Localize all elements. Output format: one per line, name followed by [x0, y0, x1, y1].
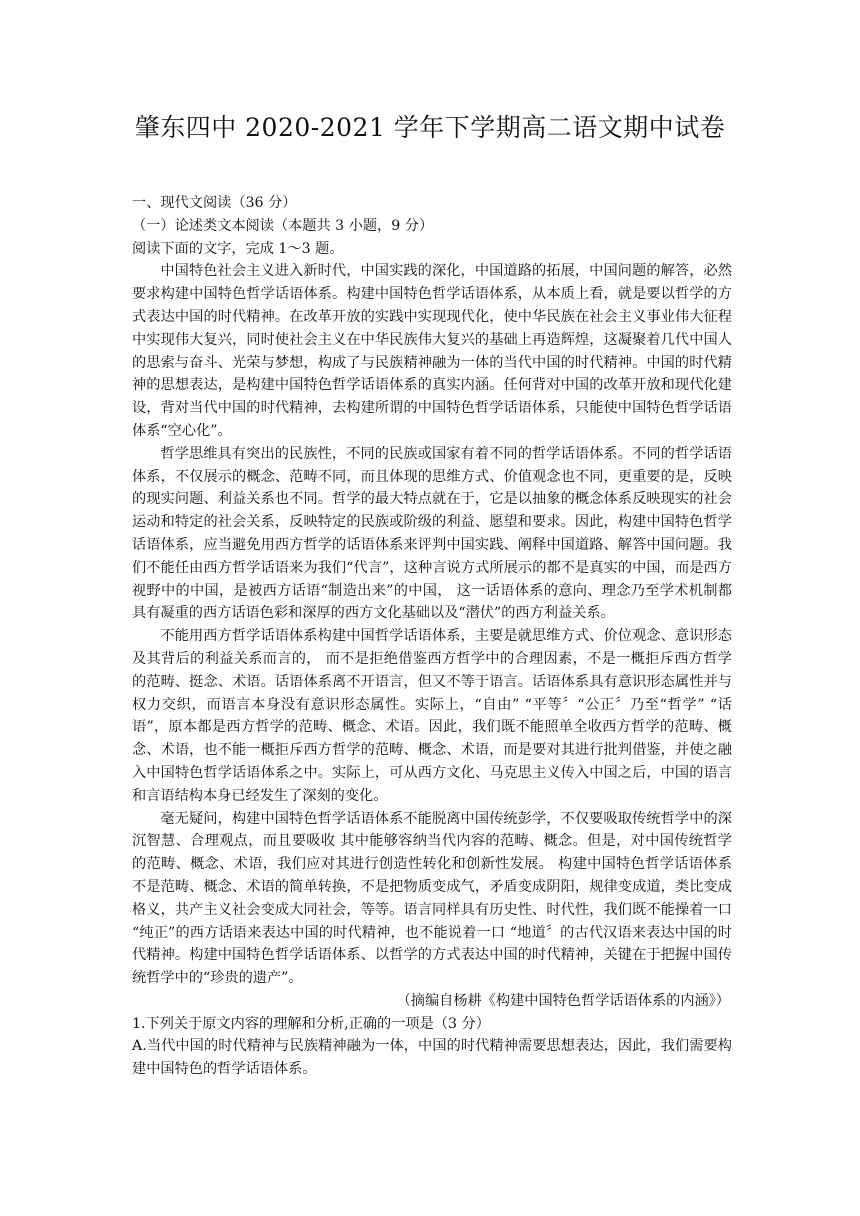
question-1: 1.下列关于原文内容的理解和分析,正确的一项是（3 分） [132, 1015, 490, 1032]
passage-source: （摘编自杨耕《构建中国特色哲学话语体系的内涵》） [396, 992, 730, 1009]
passage-paragraph-1: 中国特色社会主义进入新时代，中国实践的深化，中国道路的拓展，中国问题的解答，必然要求构建中国特色哲学话语体系。构建中国特色哲学话语体系，从本质上看，就是要以哲学的方式表达中国的时代精神。在改革开放的实践中实现现代化，使中华民族在社会主义事业伟大征程中实现伟大复兴，同时使社会主义在中华民族伟大复兴的基础上再造辉煌，这凝聚着几代中国人的思索与奋斗、光荣与梦想，构成了与民族精神融为一体的当代中国的时代精神。中国的时代精神的思想表达，是构建中国特色哲学话语体系的真实内涵。任何背对中国的改革开放和现代化建设，背对当代中国的时代精神，去构建所谓的中国特色哲学话语体系，只能使中国特色哲学话语体系“空心化”。 [132, 263, 732, 439]
subsection-heading: （一）论述类文本阅读（本题共 3 小题，9 分） [132, 217, 434, 234]
reading-instruction: 阅读下面的文字，完成 1～3 题。 [132, 240, 344, 257]
exam-title: 肇东四中 2020-2021 学年下学期高二语文期中试卷 [134, 113, 726, 142]
passage-paragraph-4: 毫无疑问，构建中国特色哲学话语体系不能脱离中国传统彭学，不仅要吸取传统哲学中的深沉智慧、合理观点，而且要吸收 其中能够容纳当代内容的范畴、概念。但是，对中国传统哲学的范畴、概念、术语，我们应对其进行创造性转化和创新性发展。 构建中国特色哲学话语体系不是范畴、概念、术语的简单转换，不是把物质变成气，矛盾变成阴阳，规律变成道，类比变成格义，共产主义社会变成大同社会，等等。语言同样具有历史性、时代性，我们既不能操着一口 “纯正”的西方话语来表达中国的时代精神，也不能说着一口 “地道〞的古代汉语来表达中国的时代精神。构建中国特色哲学话语体系、以哲学的方式表达中国的时代精神，关键在于把握中国传统哲学中的“珍贵的遗产”。 [132, 810, 732, 987]
exam-content [132, 192, 732, 1081]
passage-paragraph-3: 不能用西方哲学话语体系构建中国哲学话语体系，主要是就思维方式、价位观念、意识形态及其背后的利益关系而言的， 而不是拒绝借鉴西方哲学中的合理因素，不是一概拒斥西方哲学的范畴、挺念、术语。话语体系离不开语言，但又不等于语言。话语体系具有意识形态属性并与权力交织，而语言本身没有意识形态属性。实际上，“自由” “平等〞“公正〞乃至“哲学” “话语”，原本都是西方哲学的范畴、概念、术语。因此，我们既不能照单全收西方哲学的范畴、概念、术语，也不能一概拒斥西方哲学的范畴、概念、术语，而是要对其进行批判借鉴，并使之融入中国特色哲学话语体系之中。实际上，可从西方文化、马克思主义传入中国之后，中国的语言和言语结构本身已经发生了深刻的变化。 [132, 628, 732, 804]
question-1-option-a: A.当代中国的时代精神与民族精神融为一体，中国的时代精神需要思想表达，因此，我们需要构建中国特色的哲学话语体系。 [132, 1038, 732, 1078]
passage-paragraph-2: 哲学思维具有突出的民族性，不同的民族或国家有着不同的哲学话语体系。不同的哲学话语体系，不仅展示的概念、范畴不同，而且体现的思维方式、价值观念也不同，更重要的是，反映的现实问题、利益关系也不同。哲学的最大特点就在于，它是以抽象的概念体系反映现实的社会运动和特定的社会关系，反映特定的民族或阶级的利益、愿望和要求。因此，构建中国特色哲学话语体系，应当避免用西方哲学的话语体系来评判中国实践、阐释中国道路、解答中国问题。我们不能任由西方哲学话语来为我们“代言”，这种言说方式所展示的都不是真实的中国，而是西方视野中的中国，是被西方话语“制造出来”的中国， 这一话语体系的意向、理念乃至学术机制都具有凝重的西方话语色彩和深厚的西方文化基础以及“潜伏”的西方利益关系。 [132, 445, 732, 622]
section-heading: 一、现代文阅读（36 分） [132, 195, 297, 211]
